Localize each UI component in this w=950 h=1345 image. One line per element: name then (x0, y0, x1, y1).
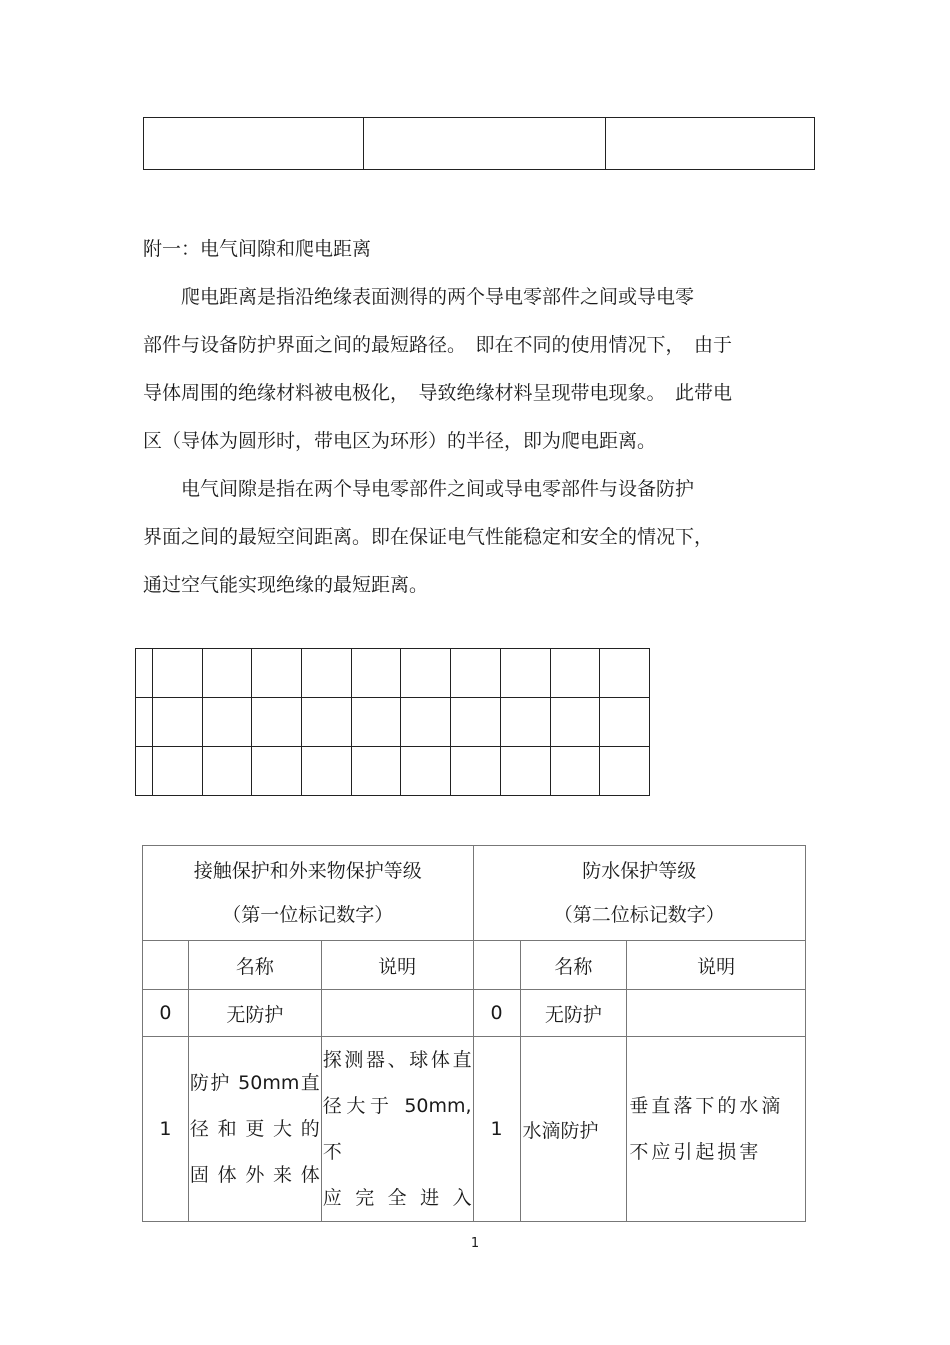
empty-grid-table (135, 648, 650, 796)
grid-cell (202, 649, 252, 698)
ip-protection-table (142, 845, 806, 1222)
cell-line: 探测器、球体直 (322, 1049, 472, 1071)
grid-cell (600, 747, 650, 796)
grid-cell (153, 649, 203, 698)
grid-cell (153, 747, 203, 796)
table-row (143, 990, 806, 1037)
first-desc-cell (321, 990, 473, 1037)
grid-cell (252, 698, 302, 747)
grid-cell (550, 747, 600, 796)
grid-cell (136, 747, 153, 796)
cell-line: 径和更大的 (189, 1118, 320, 1140)
cell-line: 径大于 50mm,不 (322, 1095, 472, 1163)
grid-cell (351, 698, 401, 747)
grid-cell (401, 649, 451, 698)
grid-cell (351, 649, 401, 698)
first-desc-cell (321, 1037, 473, 1222)
first-digit-cell: 0 (143, 990, 189, 1037)
cell-line: 应完全进入 (322, 1187, 472, 1209)
paragraph-line: 爬电距离是指沿绝缘表面测得的两个导电零部件之间或导电零 (143, 286, 695, 308)
first-name-cell (188, 1037, 321, 1222)
first-digit-header (143, 846, 474, 941)
creepage-paragraph (143, 273, 813, 465)
table-cell (606, 118, 815, 170)
header-line: 防水保护等级 (582, 860, 697, 882)
grid-cell (252, 747, 302, 796)
table-cell (143, 941, 189, 990)
grid-cell (500, 698, 550, 747)
grid-cell (401, 747, 451, 796)
first-name-cell: 无防护 (188, 990, 321, 1037)
grid-cell (302, 698, 352, 747)
grid-cell (302, 649, 352, 698)
paragraph-line: 区（导体为圆形时，带电区为环形）的半径，即为爬电距离。 (143, 430, 657, 452)
grid-cell (302, 747, 352, 796)
second-desc-cell (627, 1037, 806, 1222)
grid-cell (252, 649, 302, 698)
paragraph-line: 导体周围的绝缘材料被电极化， 导致绝缘材料呈现带电现象。 此带电 (143, 382, 733, 404)
grid-cell (600, 698, 650, 747)
header-line: 接触保护和外来物保护等级 (193, 860, 422, 882)
grid-cell (136, 698, 153, 747)
grid-cell (202, 747, 252, 796)
second-name-cell: 水滴防护 (520, 1037, 627, 1222)
cell-line: 固体外来体 (189, 1164, 320, 1186)
column-header-desc: 说明 (321, 941, 473, 990)
grid-cell (202, 698, 252, 747)
grid-cell (351, 747, 401, 796)
table-cell (144, 118, 364, 170)
grid-cell (451, 649, 501, 698)
cell-line: 垂直落下的水滴 (629, 1095, 784, 1117)
grid-cell (500, 649, 550, 698)
grid-cell (550, 698, 600, 747)
grid-cell (451, 698, 501, 747)
grid-cell (500, 747, 550, 796)
paragraph-line: 通过空气能实现绝缘的最短距离。 (143, 574, 429, 596)
table-cell (473, 941, 520, 990)
paragraph-line: 电气间隙是指在两个导电零部件之间或导电零部件与设备防护 (143, 478, 695, 500)
grid-cell (550, 649, 600, 698)
grid-cell (451, 747, 501, 796)
clearance-paragraph (143, 465, 813, 609)
header-line: （第二位标记数字） (553, 904, 725, 926)
empty-top-table (143, 117, 815, 170)
first-digit-cell: 1 (143, 1037, 189, 1222)
header-line: （第一位标记数字） (222, 904, 394, 926)
grid-cell (136, 649, 153, 698)
second-desc-cell (627, 990, 806, 1037)
second-name-cell: 无防护 (520, 990, 627, 1037)
paragraph-line: 界面之间的最短空间距离。即在保证电气性能稳定和安全的情况下， (143, 526, 714, 548)
cell-line: 防护 50mm直 (189, 1072, 320, 1094)
cell-line: 不应引起损害 (629, 1141, 762, 1163)
table-row (143, 1037, 806, 1222)
page-number: 1 (470, 1236, 480, 1251)
column-header-name: 名称 (188, 941, 321, 990)
section-heading: 附一：电气间隙和爬电距离 (143, 238, 372, 260)
paragraph-line: 部件与设备防护界面之间的最短路径。 即在不同的使用情况下， 由于 (143, 334, 733, 356)
second-digit-cell: 0 (473, 990, 520, 1037)
second-digit-cell: 1 (473, 1037, 520, 1222)
second-digit-header (473, 846, 805, 941)
grid-cell (401, 698, 451, 747)
grid-cell (600, 649, 650, 698)
column-header-name: 名称 (520, 941, 627, 990)
column-header-desc: 说明 (627, 941, 806, 990)
table-cell (364, 118, 606, 170)
grid-cell (153, 698, 203, 747)
